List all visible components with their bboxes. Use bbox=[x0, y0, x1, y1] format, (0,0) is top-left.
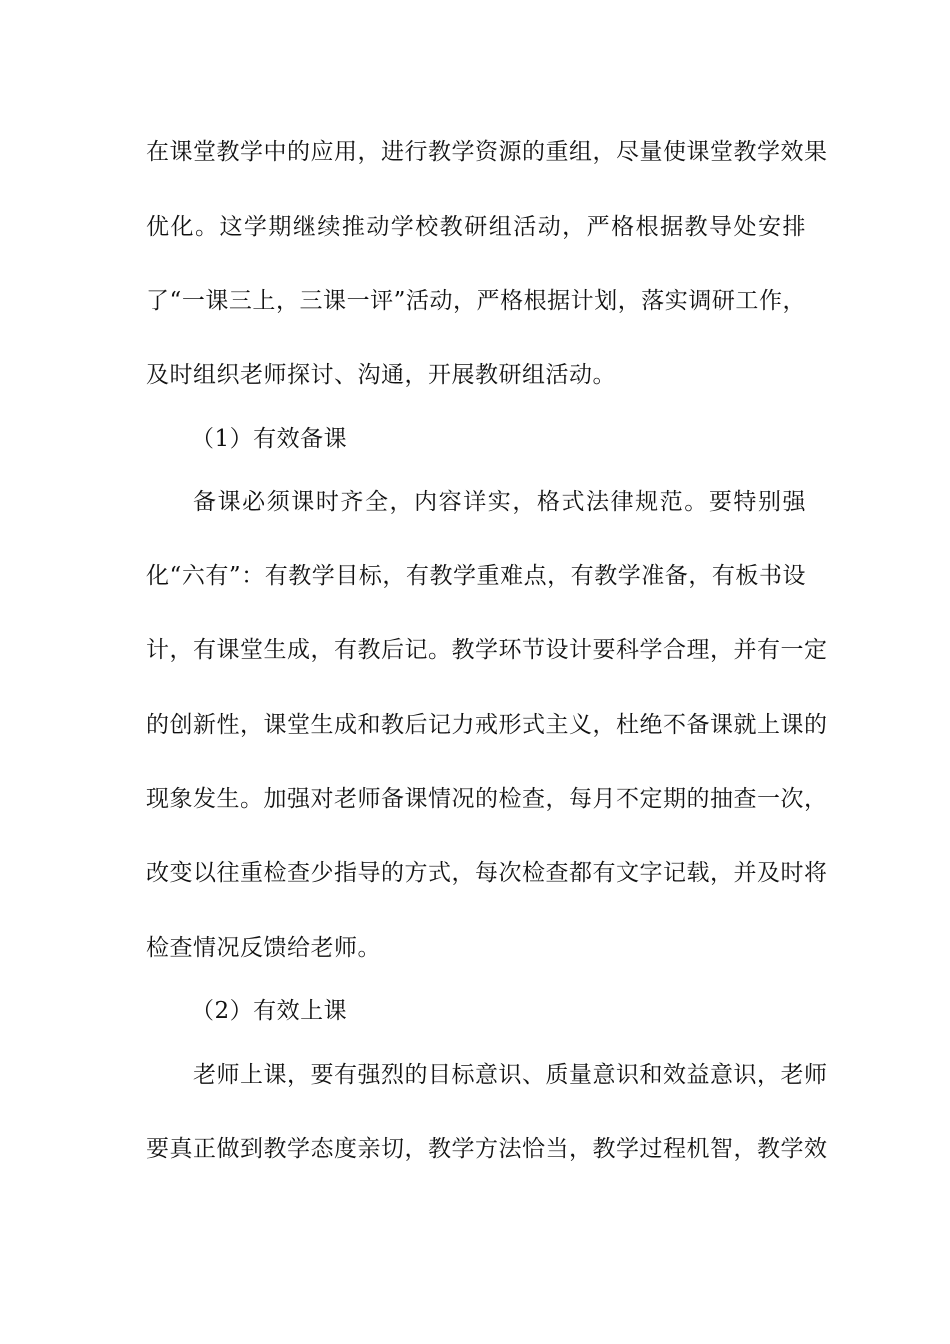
section-2-line-1: 老师上课，要有强烈的目标意识、质量意识和效益意识，老师 bbox=[193, 1062, 828, 1088]
section-2-line-2: 要真正做到教学态度亲切，教学方法恰当，教学过程机智，教学效 bbox=[146, 1136, 828, 1162]
section-1-line-3: 计，有课堂生成，有教后记。教学环节设计要科学合理，并有一定 bbox=[146, 637, 828, 663]
section-1-heading: （1）有效备课 bbox=[191, 426, 348, 452]
section-1-line-5: 现象发生。加强对老师备课情况的检查，每月不定期的抽查一次， bbox=[146, 786, 828, 812]
paragraph-intro-line-1: 在课堂教学中的应用，进行教学资源的重组，尽量使课堂教学效果 bbox=[146, 139, 828, 165]
paragraph-intro-line-3: 了“一课三上，三课一评”活动，严格根据计划，落实调研工作， bbox=[146, 288, 806, 314]
section-2-heading: （2）有效上课 bbox=[191, 998, 348, 1024]
section-1-line-4: 的创新性，课堂生成和教后记力戒形式主义，杜绝不备课就上课的 bbox=[146, 712, 828, 738]
paragraph-intro-line-4: 及时组织老师探讨、沟通，开展教研组活动。 bbox=[146, 362, 616, 388]
section-1-line-2: 化“六有”：有教学目标，有教学重难点，有教学准备，有板书设 bbox=[146, 563, 806, 589]
section-1-line-6: 改变以往重检查少指导的方式，每次检查都有文字记载，并及时将 bbox=[146, 860, 828, 886]
section-1-line-7: 检查情况反馈给老师。 bbox=[146, 935, 381, 961]
section-1-line-1: 备课必须课时齐全，内容详实，格式法律规范。要特别强 bbox=[193, 489, 806, 515]
paragraph-intro-line-2: 优化。这学期继续推动学校教研组活动，严格根据教导处安排 bbox=[146, 214, 806, 240]
